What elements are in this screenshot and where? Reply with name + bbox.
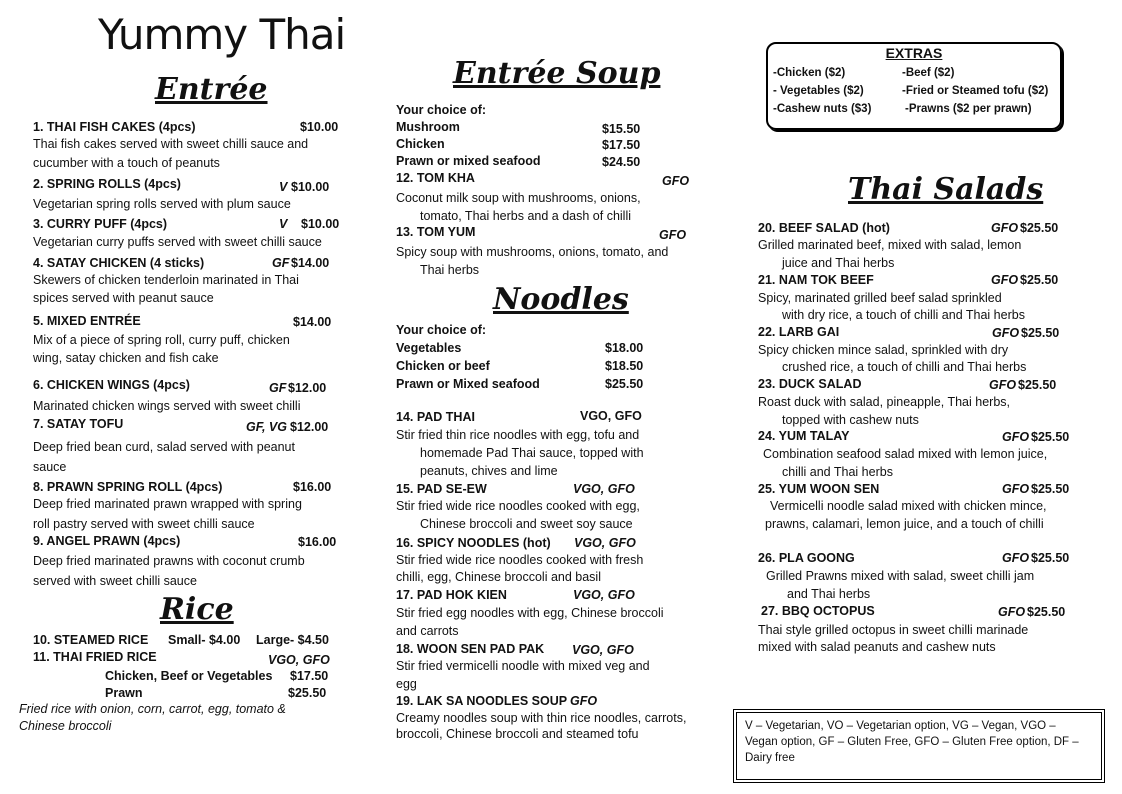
entree-8-desc: roll pastry served with sweet chilli sauce — [33, 517, 255, 531]
noodles-choice-price: $18.00 — [605, 341, 644, 355]
salad-20-desc: Grilled marinated beef, mixed with salad, lemon — [758, 238, 1022, 252]
noodles-choice-price: $18.50 — [605, 359, 644, 373]
entree-9-title: 9. ANGEL PRAWN (4pcs) — [33, 534, 181, 548]
noodles-18-title: 18. WOON SEN PAD PAK — [396, 642, 545, 656]
salad-26-desc: Grilled Prawns mixed with salad, sweet chilli jam — [766, 569, 1035, 583]
noodles-14-desc: homemade Pad Thai sauce, topped with — [420, 446, 644, 460]
salad-26-desc: and Thai herbs — [787, 587, 871, 601]
entree-heading: Entrée — [155, 72, 268, 107]
salad-25-desc: prawns, calamari, lemon juice, and a touch of chilli — [765, 517, 1044, 531]
salad-21-title: 21. NAM TOK BEEF — [758, 273, 874, 287]
noodles-14-desc: Stir fried thin rice noodles with egg, tofu and — [396, 428, 640, 442]
entree-9-desc: served with sweet chilli sauce — [33, 574, 197, 588]
salad-23-title: 23. DUCK SALAD — [758, 377, 862, 391]
entree-3-desc: Vegetarian curry puffs served with sweet chilli sauce — [33, 235, 322, 249]
noodles-15-tag: VGO, GFO — [573, 482, 635, 496]
rice-11-option-price: $25.50 — [288, 686, 327, 700]
salad-23-price: $25.50 — [1018, 378, 1057, 392]
soup-12-desc: tomato, Thai herbs and a dash of chilli — [420, 209, 632, 223]
noodles-18-desc: egg — [396, 677, 417, 691]
salad-24-tag: GFO — [1002, 430, 1030, 444]
entree-6-title: 6. CHICKEN WINGS (4pcs) — [33, 378, 190, 392]
noodles-19-tag: GFO — [570, 694, 598, 708]
salad-27-desc: mixed with salad peanuts and cashew nuts — [758, 640, 996, 654]
salad-20-desc: juice and Thai herbs — [782, 256, 895, 270]
noodles-16-title: 16. SPICY NOODLES (hot) — [396, 536, 551, 550]
salad-20-tag: GFO — [991, 221, 1019, 235]
rice-10-small: Small- $4.00 — [168, 633, 241, 647]
entree-9-desc: Deep fried marinated prawns with coconut crumb — [33, 554, 305, 568]
noodles-choice-price: $25.50 — [605, 377, 644, 391]
entree-2-price: $10.00 — [291, 180, 330, 194]
salad-27-desc: Thai style grilled octopus in sweet chilli marinade — [758, 623, 1029, 637]
entree-9-price: $16.00 — [298, 535, 337, 549]
soup-13-tag: GFO — [659, 228, 687, 242]
salad-22-desc: crushed rice, a touch of chilli and Thai herbs — [782, 360, 1027, 374]
noodles-18-tag: VGO, GFO — [572, 643, 634, 657]
salad-24-desc: Combination seafood salad mixed with lemon juice, — [763, 447, 1048, 461]
salad-22-tag: GFO — [992, 326, 1020, 340]
entree-3-title: 3. CURRY PUFF (4pcs) — [33, 217, 168, 231]
entree-1-price: $10.00 — [300, 120, 339, 134]
soup-12-desc: Coconut milk soup with mushrooms, onions, — [396, 191, 641, 205]
soup-12-title: 12. TOM KHA — [396, 171, 475, 185]
salad-25-title: 25. YUM WOON SEN — [758, 482, 880, 496]
entree-2-desc: Vegetarian spring rolls served with plum sauce — [33, 197, 291, 211]
entree-3-tag: V — [279, 217, 288, 231]
entree-6-tag: GF — [269, 381, 287, 395]
salad-23-desc: Roast duck with salad, pineapple, Thai herbs, — [758, 395, 1011, 409]
noodles-15-desc: Chinese broccoli and sweet soy sauce — [420, 517, 633, 531]
dietary-legend-box — [736, 712, 1102, 780]
soup-choice-label: Your choice of: — [396, 103, 487, 117]
salad-24-title: 24. YUM TALAY — [758, 429, 850, 443]
entree-5-price: $14.00 — [293, 315, 332, 329]
entree-5-title: 5. MIXED ENTRÉE — [33, 314, 141, 328]
extras-item: -Fried or Steamed tofu ($2) — [902, 85, 1049, 97]
entree-7-tag: GF, VG — [246, 420, 287, 434]
entree-6-desc: Marinated chicken wings served with sweet chilli — [33, 399, 301, 413]
extras-heading: EXTRAS — [885, 45, 943, 61]
rice-10-title: 10. STEAMED RICE — [33, 633, 149, 647]
salads-heading: Thai Salads — [848, 172, 1044, 207]
entree-7-title: 7. SATAY TOFU — [33, 417, 124, 431]
salad-26-tag: GFO — [1002, 551, 1030, 565]
salad-26-title: 26. PLA GOONG — [758, 551, 855, 565]
entree-4-tag: GF — [272, 256, 290, 270]
salad-27-tag: GFO — [998, 605, 1026, 619]
noodles-17-desc: Stir fried egg noodles with egg, Chinese broccoli — [396, 606, 664, 620]
rice-10-large: Large- $4.50 — [256, 633, 329, 647]
rice-11-option-price: $17.50 — [290, 669, 329, 683]
rice-11-title: 11. THAI FRIED RICE — [33, 650, 157, 664]
salad-22-title: 22. LARB GAI — [758, 325, 840, 339]
entree-8-title: 8. PRAWN SPRING ROLL (4pcs) — [33, 480, 223, 494]
entree-5-desc: Mix of a piece of spring roll, curry puff, chicken — [33, 333, 290, 347]
soup-choice: Prawn or mixed seafood — [396, 154, 541, 168]
noodles-19-title: 19. LAK SA NOODLES SOUP — [396, 694, 568, 708]
entree-2-tag: V — [279, 180, 288, 194]
entree-4-title: 4. SATAY CHICKEN (4 sticks) — [33, 256, 205, 270]
extras-item: -Prawns ($2 per prawn) — [905, 103, 1032, 115]
salad-25-tag: GFO — [1002, 482, 1030, 496]
noodles-18-desc: Stir fried vermicelli noodle with mixed veg and — [396, 659, 650, 673]
noodles-17-title: 17. PAD HOK KIEN — [396, 588, 507, 602]
noodles-15-desc: Stir fried wide rice noodles cooked with egg, — [396, 499, 640, 513]
entree-1-title: 1. THAI FISH CAKES (4pcs) — [33, 120, 196, 134]
entree-7-desc: sauce — [33, 460, 67, 474]
soup-13-desc: Thai herbs — [420, 263, 480, 277]
salad-22-desc: Spicy chicken mince salad, sprinkled with dry — [758, 343, 1009, 357]
entree-1-desc: cucumber with a touch of peanuts — [33, 156, 220, 170]
rice-11-option: Prawn — [105, 686, 143, 700]
noodles-15-title: 15. PAD SE-EW — [396, 482, 487, 496]
entree-5-desc: wing, satay chicken and fish cake — [33, 351, 219, 365]
extras-item: - Vegetables ($2) — [773, 85, 864, 97]
salad-26-price: $25.50 — [1031, 551, 1070, 565]
entree-8-desc: Deep fried marinated prawn wrapped with spring — [33, 497, 302, 511]
salad-21-price: $25.50 — [1020, 273, 1059, 287]
extras-item: -Beef ($2) — [902, 67, 955, 79]
soup-choice-price: $17.50 — [602, 138, 641, 152]
salad-25-price: $25.50 — [1031, 482, 1070, 496]
salad-23-desc: topped with cashew nuts — [782, 413, 919, 427]
entree-2-title: 2. SPRING ROLLS (4pcs) — [33, 177, 181, 191]
salad-21-desc: with dry rice, a touch of chilli and Thai herbs — [782, 308, 1025, 322]
salad-21-tag: GFO — [991, 273, 1019, 287]
restaurant-name: Yummy Thai — [98, 10, 346, 59]
entree-1-desc: Thai fish cakes served with sweet chilli sauce and — [33, 137, 309, 151]
dietary-legend: V – Vegetarian, VO – Vegetarian option, VG – Vegan, VGO – Vegan option, GF – Gluten Free, GFO – Gluten Free option, DF – Dairy free — [745, 720, 1079, 764]
soup-13-title: 13. TOM YUM — [396, 225, 476, 239]
rice-11-tag: VGO, GFO — [268, 653, 330, 667]
salad-24-desc: chilli and Thai herbs — [782, 465, 893, 479]
noodles-choice: Prawn or Mixed seafood — [396, 377, 540, 391]
rice-heading: Rice — [160, 592, 234, 627]
noodles-heading: Noodles — [493, 282, 629, 317]
salad-27-price: $25.50 — [1027, 605, 1066, 619]
rice-11-desc: Fried rice with onion, corn, carrot, egg, tomato & — [19, 702, 286, 716]
entree-7-desc: Deep fried bean curd, salad served with peanut — [33, 440, 295, 454]
entree-7-price: $12.00 — [290, 420, 329, 434]
noodles-19-desc: broccoli, Chinese broccoli and steamed tofu — [396, 727, 639, 741]
noodles-choice: Chicken or beef — [396, 359, 490, 373]
salad-23-tag: GFO — [989, 378, 1017, 392]
entree-4-desc: spices served with peanut sauce — [33, 291, 214, 305]
noodles-16-desc: chilli, egg, Chinese broccoli and basil — [396, 570, 601, 584]
salad-22-price: $25.50 — [1021, 326, 1060, 340]
entree-8-price: $16.00 — [293, 480, 332, 494]
noodles-17-desc: and carrots — [396, 624, 459, 638]
salad-20-price: $25.50 — [1020, 221, 1059, 235]
soup-12-tag: GFO — [662, 174, 690, 188]
salad-27-title: 27. BBQ OCTOPUS — [761, 604, 875, 618]
noodles-14-desc: peanuts, chives and lime — [420, 464, 558, 478]
entree-4-price: $14.00 — [291, 256, 330, 270]
soup-choice: Mushroom — [396, 120, 460, 134]
noodles-14-title: 14. PAD THAI — [396, 410, 475, 424]
salad-20-title: 20. BEEF SALAD (hot) — [758, 221, 890, 235]
salad-21-desc: Spicy, marinated grilled beef salad sprinkled — [758, 291, 1002, 305]
soup-13-desc: Spicy soup with mushrooms, onions, tomato, and — [396, 245, 669, 259]
extras-box — [766, 42, 1062, 130]
entree-6-price: $12.00 — [288, 381, 327, 395]
noodles-16-desc: Stir fried wide rice noodles cooked with fresh — [396, 553, 644, 567]
entree-3-price: $10.00 — [301, 217, 340, 231]
salad-24-price: $25.50 — [1031, 430, 1070, 444]
soup-heading: Entrée Soup — [453, 56, 661, 91]
noodles-choice-label: Your choice of: — [396, 323, 487, 337]
salad-25-desc: Vermicelli noodle salad mixed with chicken mince, — [770, 499, 1047, 513]
extras-item: -Chicken ($2) — [773, 67, 846, 79]
noodles-19-desc: Creamy noodles soup with thin rice noodles, carrots, — [396, 711, 687, 725]
soup-choice-price: $24.50 — [602, 155, 641, 169]
noodles-choice: Vegetables — [396, 341, 462, 355]
noodles-17-tag: VGO, GFO — [573, 588, 635, 602]
noodles-14-tag: VGO, GFO — [580, 409, 642, 423]
rice-11-option: Chicken, Beef or Vegetables — [105, 669, 273, 683]
entree-4-desc: Skewers of chicken tenderloin marinated in Thai — [33, 273, 299, 287]
extras-item: -Cashew nuts ($3) — [773, 103, 872, 115]
soup-choice-price: $15.50 — [602, 122, 641, 136]
rice-11-desc: Chinese broccoli — [19, 719, 112, 733]
soup-choice: Chicken — [396, 137, 445, 151]
noodles-16-tag: VGO, GFO — [574, 536, 636, 550]
